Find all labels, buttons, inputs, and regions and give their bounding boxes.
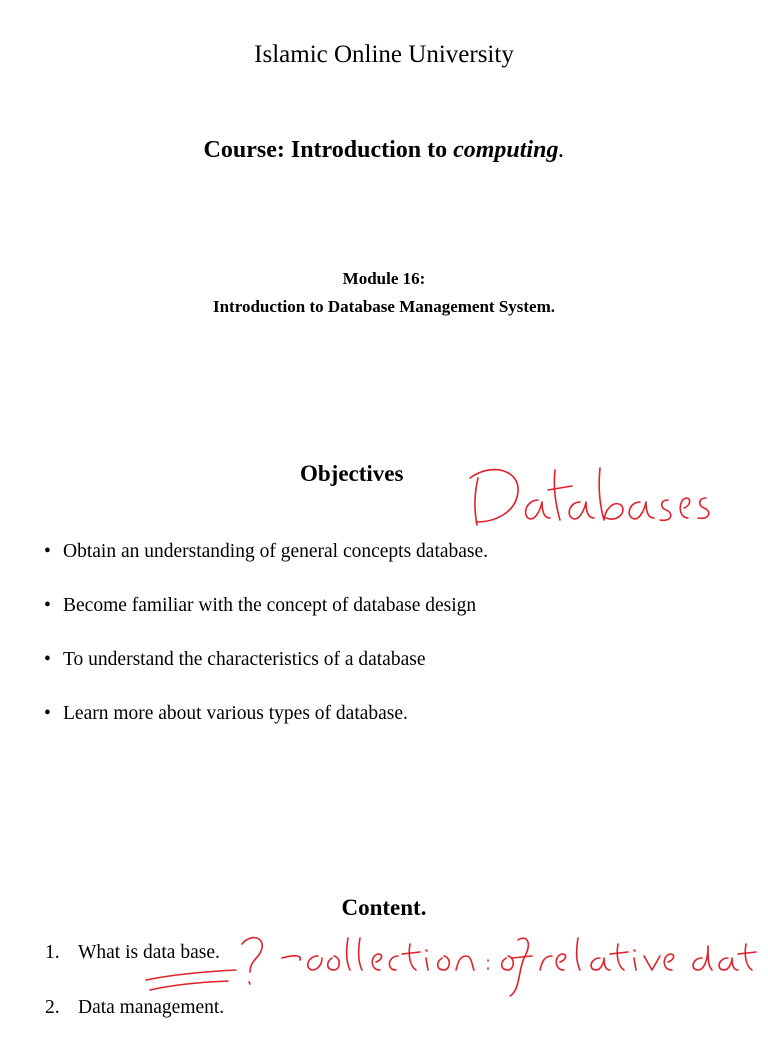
handwriting-collection	[146, 938, 756, 996]
bullet-marker: •	[44, 649, 51, 670]
course-title-suffix: .	[558, 137, 565, 163]
course-title-prefix: Course: Introduction to	[203, 137, 454, 163]
objective-text: Learn more about various types of database.	[63, 703, 408, 724]
objective-text: To understand the characteristics of a database	[63, 649, 426, 670]
item-text: What is data base.	[78, 942, 220, 963]
university-name: Islamic Online University	[254, 41, 514, 68]
handwriting-databases	[470, 468, 709, 525]
objective-text: Obtain an understanding of general concepts database.	[63, 541, 489, 562]
list-item	[44, 594, 488, 648]
bullet-marker: •	[44, 703, 51, 724]
list-item	[44, 540, 488, 594]
module-number: Module 16:	[342, 269, 426, 288]
objectives-list	[44, 540, 488, 756]
objective-text: Become familiar with the concept of database design	[63, 595, 477, 616]
list-item	[45, 941, 224, 996]
bullet-marker: •	[44, 595, 51, 616]
item-text: Data management.	[78, 997, 225, 1018]
course-title	[0, 137, 768, 164]
item-number: 2.	[45, 997, 60, 1018]
course-title-emphasis: computing	[453, 137, 559, 163]
list-item	[44, 702, 488, 756]
objectives-heading: Objectives	[300, 461, 404, 486]
item-number: 1.	[45, 942, 60, 963]
content-list	[45, 941, 224, 1051]
module-title: Introduction to Database Management System.	[212, 297, 556, 316]
list-item	[44, 648, 488, 702]
bullet-marker: •	[44, 541, 51, 562]
content-heading: Content.	[341, 895, 427, 920]
